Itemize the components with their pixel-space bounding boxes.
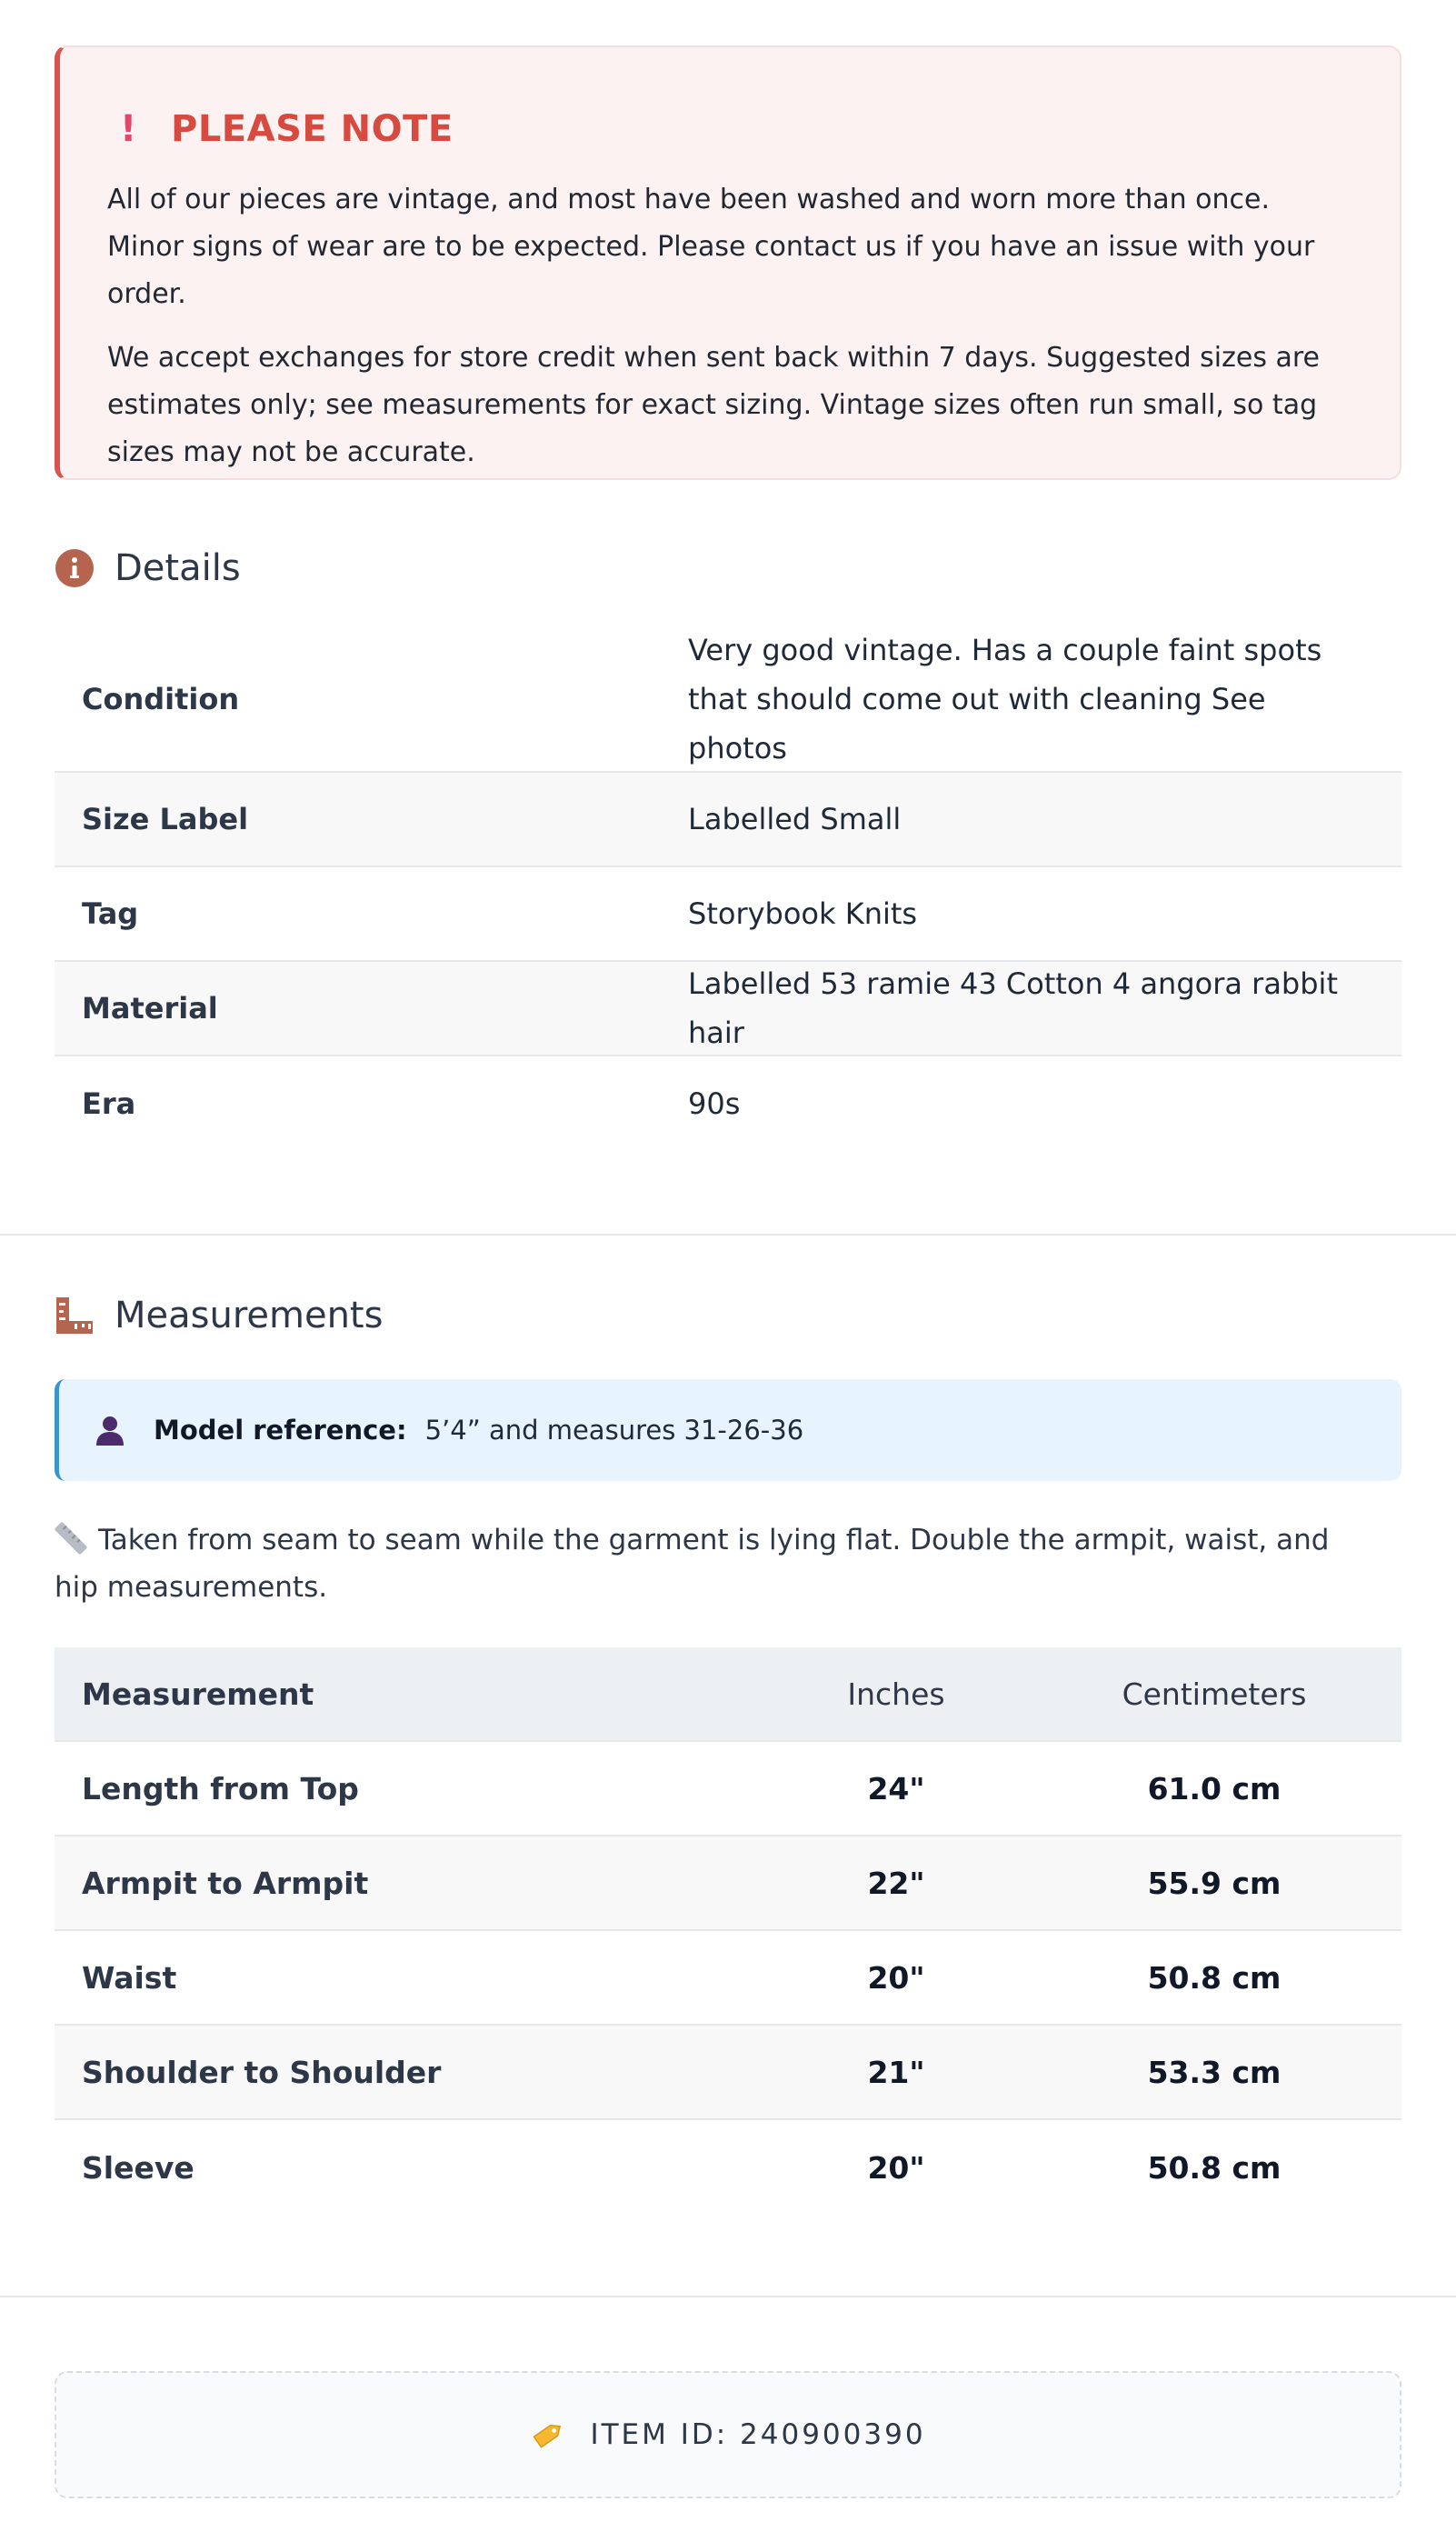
section-divider — [0, 2296, 1456, 2297]
note-paragraph-1: All of our pieces are vintage, and most have been washed and worn more than once. Minor signs of wear are to be expected. Please contact us if you have an issue with your order. — [107, 184, 1315, 310]
ruler-icon — [55, 1296, 95, 1336]
measurement-inches: 22" — [867, 1865, 925, 1901]
measurement-cm: 55.9 cm — [1147, 1865, 1281, 1901]
table-header-row — [55, 1647, 1401, 1742]
ruler-straight-icon — [55, 1522, 87, 1555]
measurements-heading — [55, 1295, 383, 1336]
measurement-cm: 50.8 cm — [1147, 2149, 1281, 2186]
detail-label: Material — [82, 991, 218, 1026]
note-title: PLEASE NOTE — [171, 108, 454, 150]
detail-value: Storybook Knits — [688, 896, 918, 931]
note-header — [107, 102, 1351, 156]
detail-value: Very good vintage. Has a couple faint spots that should come out with cleaning See photos — [688, 633, 1322, 766]
measurement-inches: 20" — [867, 1959, 925, 1996]
table-row — [55, 867, 1401, 962]
detail-value: Labelled 53 ramie 43 Cotton 4 angora rabbit hair — [688, 966, 1338, 1050]
measurement-cm: 53.3 cm — [1147, 2054, 1281, 2090]
measurement-inches: 24" — [867, 1770, 925, 1806]
table-row — [55, 1836, 1401, 1931]
table-row — [55, 1742, 1401, 1836]
measurement-instructions — [55, 1516, 1345, 1611]
details-table — [55, 627, 1401, 1151]
section-divider — [0, 1234, 1456, 1236]
details-title: Details — [115, 547, 241, 589]
exclamation-icon: ! — [120, 108, 137, 150]
table-row — [55, 773, 1401, 867]
measurement-inches: 20" — [867, 2149, 925, 2186]
column-header-measurement: Measurement — [82, 1676, 314, 1712]
info-circle-icon — [55, 548, 95, 588]
measurements-table — [55, 1647, 1401, 2215]
model-reference-label: Model reference: — [154, 1415, 407, 1446]
detail-value: Labelled Small — [688, 802, 902, 836]
note-paragraph-2: We accept exchanges for store credit when sent back within 7 days. Suggested sizes are estimates only; see measurements for exact sizing. Vintage sizes often run small, so tag sizes may not be accurate. — [107, 342, 1321, 468]
table-row — [55, 2026, 1401, 2120]
measurement-name: Sleeve — [82, 2149, 194, 2186]
instructions-text: Taken from seam to seam while the garment is lying flat. Double the armpit, waist, and hip measurements. — [55, 1524, 1330, 1604]
column-header-inches: Inches — [847, 1676, 945, 1712]
detail-label: Size Label — [82, 802, 249, 836]
measurements-title: Measurements — [115, 1295, 384, 1336]
table-row — [55, 1056, 1401, 1151]
table-row — [55, 627, 1401, 773]
model-reference-box — [55, 1379, 1401, 1481]
detail-label: Condition — [82, 682, 240, 716]
measurement-name: Shoulder to Shoulder — [82, 2054, 442, 2090]
measurement-cm: 50.8 cm — [1147, 1959, 1281, 1996]
table-row — [55, 1931, 1401, 2026]
measurement-inches: 21" — [867, 2054, 925, 2090]
person-icon — [94, 1414, 126, 1446]
please-note-box — [55, 45, 1401, 480]
measurement-name: Waist — [82, 1959, 177, 1996]
detail-value: 90s — [688, 1086, 741, 1121]
measurement-name: Armpit to Armpit — [82, 1865, 369, 1901]
detail-label: Era — [82, 1086, 136, 1121]
tag-icon — [530, 2417, 566, 2453]
table-row — [55, 2120, 1401, 2215]
table-row — [55, 962, 1401, 1056]
measurement-cm: 61.0 cm — [1147, 1770, 1281, 1806]
item-id-text: ITEM ID: 240900390 — [590, 2418, 926, 2451]
item-id-box — [55, 2371, 1401, 2498]
detail-label: Tag — [82, 896, 139, 931]
details-heading — [55, 547, 241, 589]
column-header-centimeters: Centimeters — [1122, 1676, 1307, 1712]
model-reference-value: 5’4” and measures 31-26-36 — [424, 1415, 804, 1446]
measurement-name: Length from Top — [82, 1770, 359, 1806]
